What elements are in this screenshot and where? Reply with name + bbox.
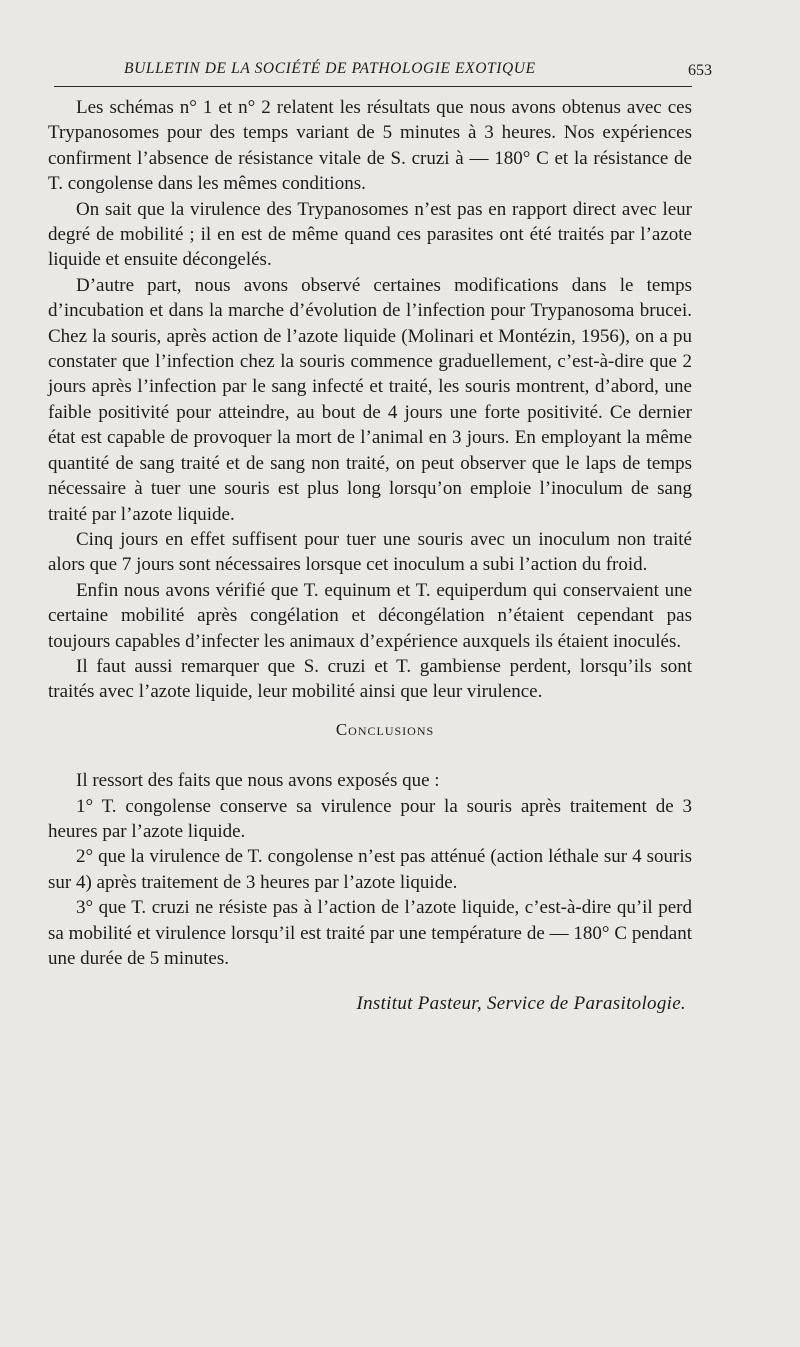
paragraph-3: D’autre part, nous avons observé certaines modifications dans le temps d’incubation et dans la marche d’évolution de l’infection pour Trypanosoma brucei. Chez la souris, après action de l’azote liquide (Molinari et Montézin, 1956), on a pu constater que l’infection chez la souris commence graduellement, c’est-à-dire que 2 jours après l’infection par le sang infecté et traité, les souris montrent, d’abord, une faible positivité pour atteindre, au bout de 4 jours une forte positivité. Ce dernier état est capable de provoquer la mort de l’animal en 3 jours. En employant la même quantité de sang traité et de sang non traité, on peut observer que le laps de temps nécessaire à tuer une souris est plus long lorsqu’on emploie l’inoculum de sang traité par l’azote liquide. — [48, 274, 692, 525]
running-head — [54, 56, 712, 87]
paragraph-6: Il faut aussi remarquer que S. cruzi et T. gambiense perdent, lorsqu’ils sont traités avec l’azote liquide, leur mobilité ainsi que leur virulence. — [48, 655, 692, 703]
journal-title: BULLETIN DE LA SOCIÉTÉ DE PATHOLOGIE EXOTIQUE — [124, 60, 536, 77]
paragraph-5: Enfin nous avons vérifié que T. equinum et T. equiperdum qui conservaient une certaine mobilité après congélation et décongélation n’étaient cependant pas toujours capables d’infecter les animaux d’expérience auxquels ils étaient inoculés. — [48, 579, 692, 652]
conclusions-intro: Il ressort des faits que nous avons exposés que : — [76, 770, 440, 792]
conclusion-item-1: 1° T. congolense conserve sa virulence pour la souris après traitement de 3 heures par l’azote liquide. — [48, 795, 692, 842]
paragraph-4: Cinq jours en effet suffisent pour tuer une souris avec un inoculum non traité alors que 7 jours sont nécessaires lorsque cet inoculum a subi l’action du froid. — [48, 528, 692, 576]
institution-signature: Institut Pasteur, Service de Parasitologie. — [356, 993, 686, 1015]
conclusion-item-2: 2° que la virulence de T. congolense n’est pas atténué (action léthale sur 4 souris sur 4) après traitement de 3 heures par l’azote liquide. — [48, 846, 692, 893]
conclusions-heading: Conclusions — [335, 719, 435, 739]
paragraph-1: Les schémas n° 1 et n° 2 relatent les résultats que nous avons obtenus avec ces Trypanosomes pour des temps variant de 5 minutes à 3 heures. Nos expériences confirment l’absence de résistance vitale de S. cruzi à — 180° C et la résistance de T. congolense dans les mêmes conditions. — [48, 97, 692, 195]
page-number: 653 — [688, 62, 712, 79]
conclusion-item-3: 3° que T. cruzi ne résiste pas à l’action de l’azote liquide, c’est-à-dire qu’il perd sa mobilité et virulence lorsqu’il est traité par une température de — 180° C pendant une durée de 5 minutes. — [48, 897, 692, 969]
article-body — [48, 95, 692, 1017]
paragraph-2: On sait que la virulence des Trypanosomes n’est pas en rapport direct avec leur degré de mobilité ; il en est de même quand ces parasites ont été traités par l’azote liquide et ensuite décongelés. — [48, 198, 692, 271]
